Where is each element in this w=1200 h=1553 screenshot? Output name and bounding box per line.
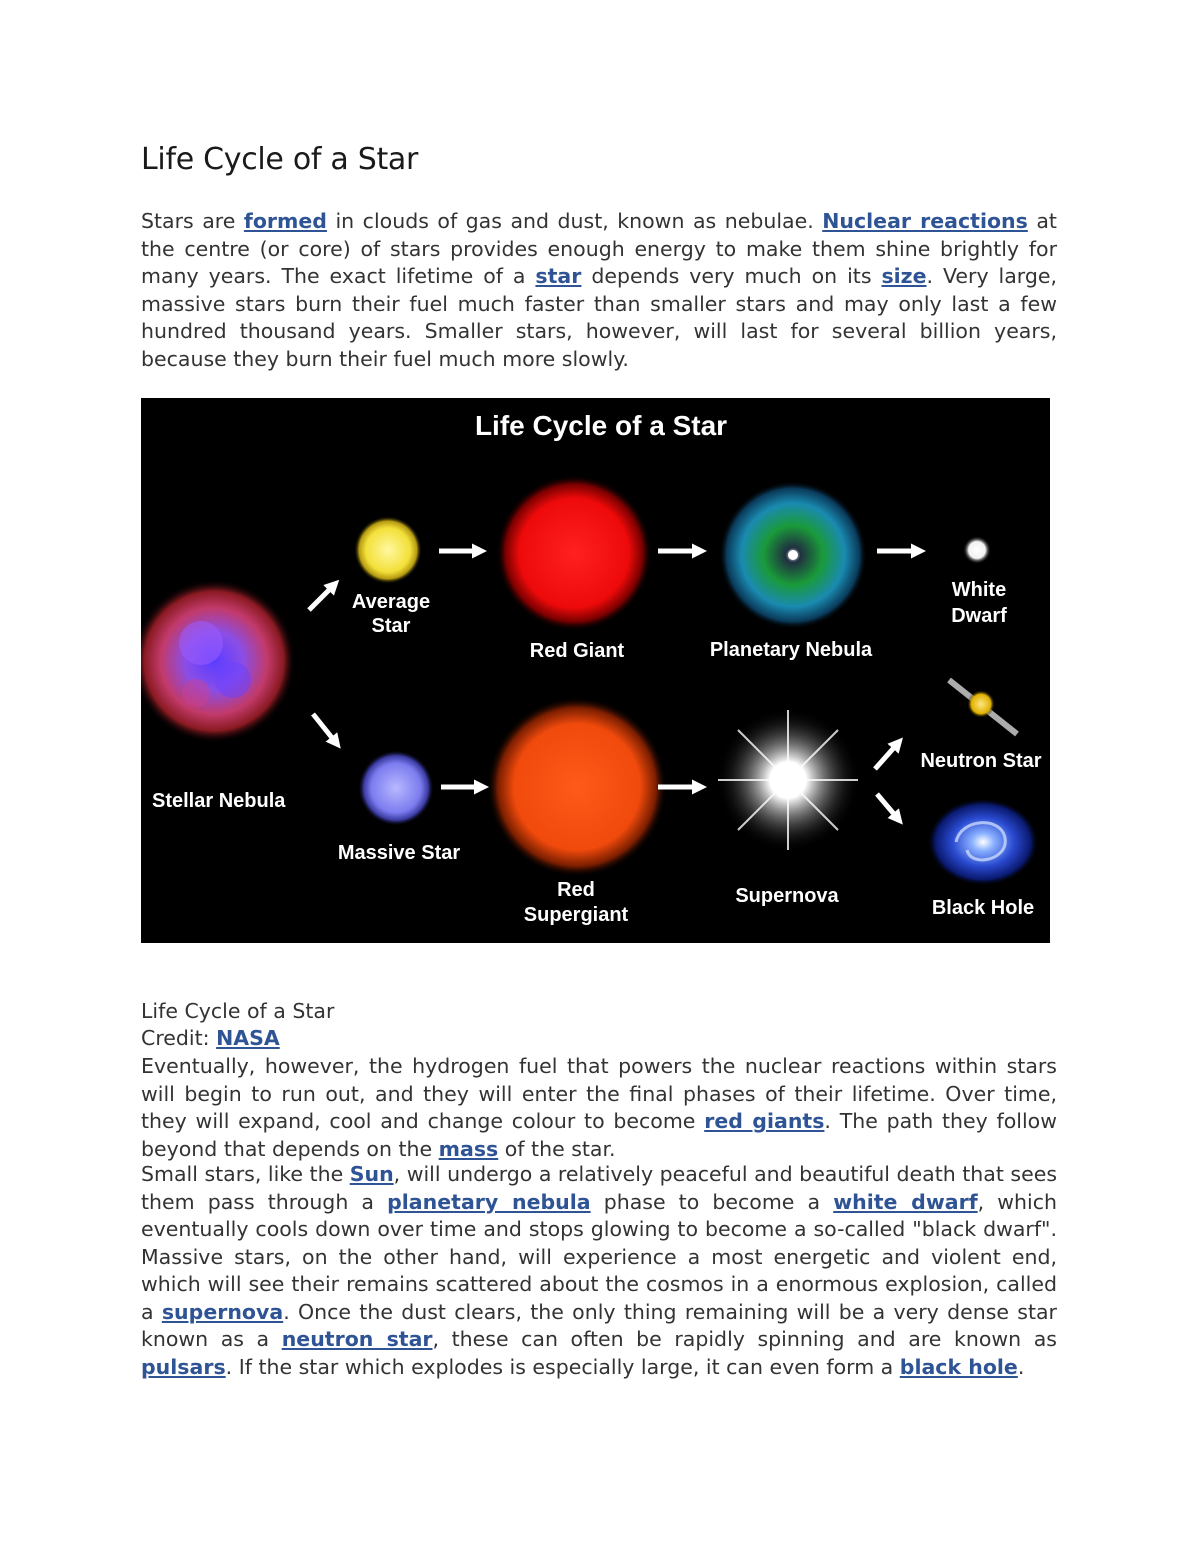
link-nuclear-reactions[interactable]: Nuclear reactions	[822, 209, 1028, 233]
label-average-star	[352, 591, 430, 637]
credit-prefix: Credit:	[141, 1026, 217, 1050]
link-black-hole[interactable]: black hole	[899, 1354, 1018, 1379]
link-neutron-star[interactable]: neutron star	[281, 1327, 433, 1351]
stellar-nebula-image	[141, 579, 296, 743]
life-cycle-diagram	[141, 398, 1050, 943]
paragraph-final-phases	[141, 1053, 1057, 1163]
label-average-line2: Star	[371, 615, 411, 637]
red-giant-image	[496, 475, 652, 631]
link-formed[interactable]: formed	[243, 209, 327, 233]
text-span: depends very much on its	[581, 264, 882, 288]
massive-star-image	[358, 750, 434, 826]
black-hole-image	[927, 798, 1039, 886]
arrow-nebula-to-massive	[313, 714, 337, 744]
text-span: , these can often be rapidly spinning and are known as	[432, 1327, 1057, 1351]
link-planetary-nebula[interactable]: planetary nebula	[387, 1189, 591, 1214]
intro-paragraph	[141, 208, 1057, 373]
average-star-image	[354, 516, 422, 584]
arrow-supernova-to-blackhole	[877, 794, 899, 820]
text-span: . Very large, massive stars burn their fuel much faster than smaller stars and may only last a few hundred thousand years. Smaller stars, however, will last for several billion years, because they burn their fuel much more slowly.	[141, 264, 1058, 371]
supernova-image	[716, 708, 860, 852]
link-star[interactable]: star	[535, 264, 582, 288]
arrow-supernova-to-neutron	[875, 742, 899, 769]
link-white-dwarf[interactable]: white dwarf	[833, 1189, 978, 1214]
label-planetary-nebula: Planetary Nebula	[709, 639, 873, 661]
label-red-supergiant	[524, 879, 629, 926]
label-white-dwarf	[951, 579, 1007, 627]
page-title: Life Cycle of a Star	[141, 142, 419, 177]
red-supergiant-image	[487, 697, 667, 877]
text-span: in clouds of gas and dust, known as nebulae.	[326, 209, 823, 233]
planetary-nebula-image	[719, 481, 867, 629]
label-red-giant: Red Giant	[529, 640, 625, 662]
text-span: Small stars, like the	[141, 1162, 350, 1186]
link-pulsars[interactable]: pulsars	[141, 1354, 226, 1379]
figure-caption: Life Cycle of a Star	[141, 999, 335, 1023]
link-size[interactable]: size	[881, 264, 927, 288]
text-span: .	[1017, 1354, 1025, 1379]
label-red-supergiant-line1: Red	[557, 879, 595, 901]
paragraph-star-deaths	[141, 1161, 1057, 1381]
text-span: at the centre (or core) of stars provides enough energy to make them shine brightly for many years. The exact lifetime of a	[141, 209, 1057, 288]
figure-credit	[141, 1025, 280, 1053]
text-span: , will undergo a relatively peaceful and beautiful death that sees them pass through a	[141, 1162, 1057, 1214]
white-dwarf-image	[963, 536, 991, 564]
link-nasa[interactable]: NASA	[216, 1026, 280, 1050]
link-supernova[interactable]: supernova	[161, 1299, 284, 1324]
text-span: phase to become a	[590, 1189, 834, 1214]
label-supernova: Supernova	[735, 885, 839, 907]
text-span: Eventually, however, the hydrogen fuel that powers the nuclear reactions within stars will begin to run out, and they will enter the final phases of their lifetime. Over time, they will expand, cool and change colour to become	[141, 1054, 1057, 1133]
link-red-giants[interactable]: red giants	[704, 1109, 825, 1133]
text-span: . If the star which explodes is especially large, it can even form a	[225, 1354, 900, 1379]
diagram-title: Life Cycle of a Star	[474, 410, 728, 441]
label-stellar-nebula: Stellar Nebula	[152, 790, 286, 812]
text-span: of the star.	[498, 1136, 616, 1161]
neutron-star-image	[949, 680, 1017, 734]
label-average-line1: Average	[351, 591, 431, 613]
label-red-supergiant-line2: Supergiant	[523, 904, 629, 926]
link-mass[interactable]: mass	[438, 1136, 499, 1161]
label-neutron-star: Neutron Star	[920, 750, 1042, 772]
link-sun[interactable]: Sun	[349, 1162, 394, 1186]
arrow-nebula-to-average	[309, 584, 335, 610]
text-span: . The path they follow beyond that depends on the	[141, 1109, 1057, 1161]
text-span: Stars are	[141, 209, 244, 233]
label-white-dwarf-line2: Dwarf	[951, 605, 1007, 627]
text-span: , which eventually cools down over time and stops glowing to become a so-called "black dwarf". Massive stars, on the other hand, will experience a most energetic and violent end, which will see their remains scattered about the cosmos in a enormous explosion, called a	[141, 1189, 1057, 1324]
text-span: . Once the dust clears, the only thing remaining will be a very dense star known as a	[141, 1299, 1057, 1351]
label-massive-star: Massive Star	[337, 842, 461, 864]
label-black-hole: Black Hole	[931, 897, 1035, 919]
label-white-dwarf-line1: White	[951, 579, 1007, 601]
